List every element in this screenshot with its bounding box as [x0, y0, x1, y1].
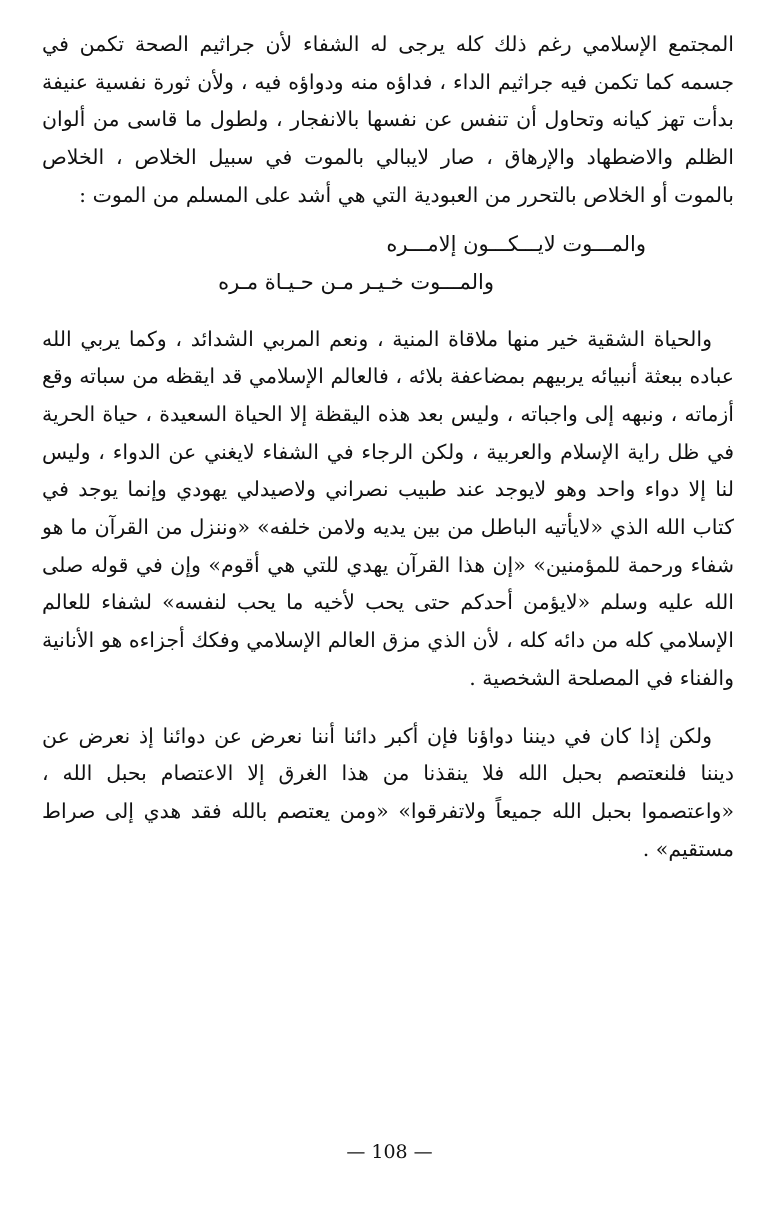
- verse-line-1: والمـــوت لايـــكـــون إلامـــره: [386, 231, 646, 256]
- body-paragraph-1: المجتمع الإسلامي رغم ذلك كله يرجى له الشفاء لأن جراثيم الصحة تكمن في جسمه كما تكمن فيه جراثيم الداء ، فداؤه منه ودواؤه فيه ، ولأن ثورة نفسية عنيفة بدأت تهز كيانه وتحاول أن تنفس عن نفسها بالانفجار ، ولطول ما قاسى من ألوان الظلم والاضطهاد والإرهاق ، صار لايبالي بالموت في سبيل الخلاص ، الخلاص بالموت أو الخلاص بالتحرر من العبودية التي هي أشد على المسلم من الموت :: [42, 32, 734, 207]
- page-number: — 108 —: [346, 1141, 433, 1163]
- document-page: [42, 26, 734, 868]
- body-paragraph-3: ولكن إذا كان في ديننا دواؤنا فإن أكبر دائنا أننا نعرض عن دوائنا إذ نعرض عن ديننا فلنعتصم بحبل الله فلا ينقذنا من هذا الغرق إلا الاعتصام بحبل الله ، «واعتصموا بحبل الله جميعاً ولاتفرقوا» «ومن يعتصم بالله فقد هدي إلى صراط مستقيم» .: [42, 723, 734, 861]
- body-paragraph-2: والحياة الشقية خير منها ملاقاة المنية ، ونعم المربي الشدائد ، وكما يربي الله عباده ببعثة أنبيائه يربيهم بمضاعفة بلائه ، فالعالم الإسلامي قد ايقظه من سباته وقع أزماته ، ونبهه إلى واجباته ، وليس بعد هذه اليقظة إلا الحياة السعيدة ، حياة الحرية في ظل راية الإسلام والعربية ، ولكن الرجاء في الشفاء لايغني عن الدواء ، وليس لنا إلا دواء واحد وهو لايوجد عند طبيب نصراني ولاصيدلي يهودي وإنما يوجد في كتاب الله الذي «لايأتيه الباطل من بين يديه ولامن خلفه» «وننزل من القرآن ما هو شفاء ورحمة للمؤمنين» «إن هذا القرآن يهدي للتي هي أقوم» وإن في قوله صلى الله عليه وسلم «لايؤمن أحدكم حتى يحب لأخيه ما يحب لنفسه» لشفاء للعالم الإسلامي كله من دائه كله ، لأن الذي مزق العالم الإسلامي وفكك أجزاءه هو الأنانية والفناء في المصلحة الشخصية .: [42, 326, 734, 690]
- verse-line-2: والمـــوت خـيـر مـن حـيـاة مـره: [218, 269, 494, 294]
